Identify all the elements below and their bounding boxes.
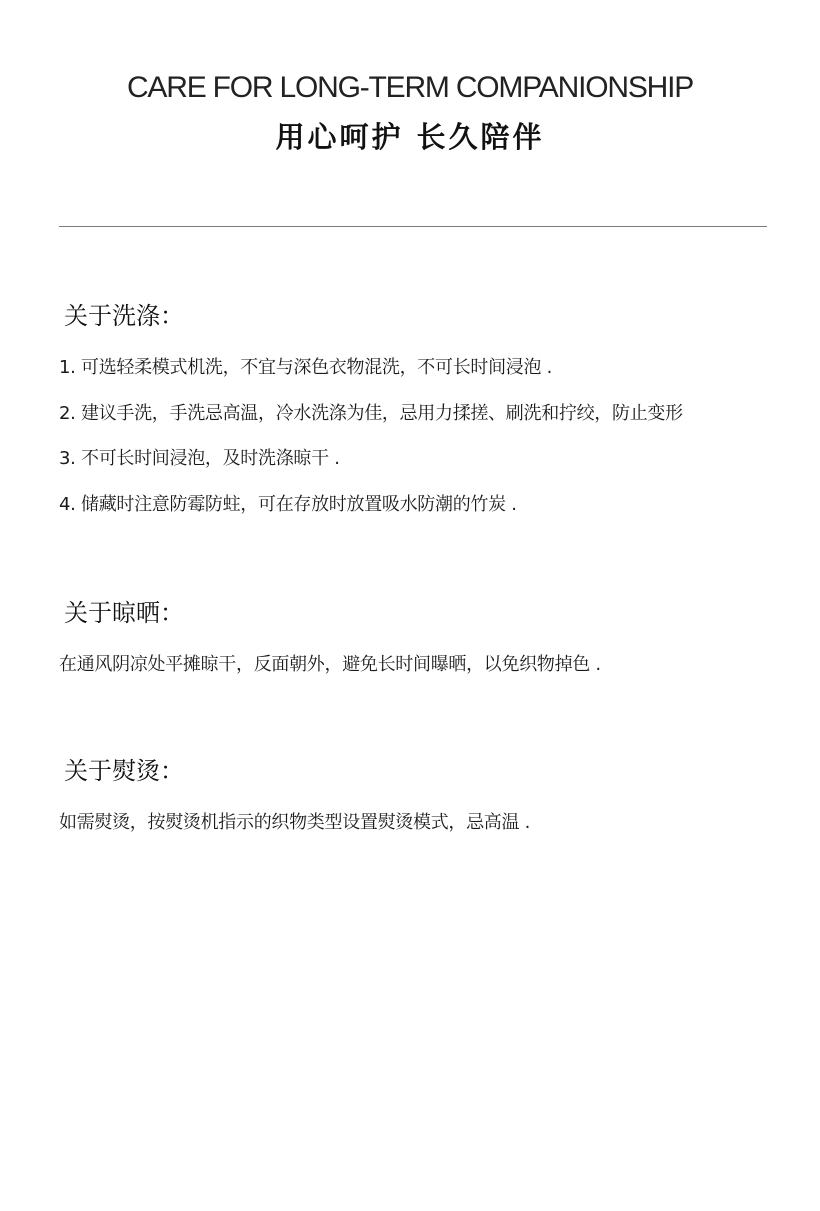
ironing-heading: 关于熨烫： — [64, 757, 184, 785]
ironing-instruction: 如需熨烫，按熨烫机指示的织物类型设置熨烫模式，忌高温 . — [59, 812, 531, 833]
page-header — [0, 68, 820, 156]
washing-instruction-4: 4. 储藏时注意防霉防蛀，可在存放时放置吸水防潮的竹炭 . — [59, 493, 517, 515]
washing-instructions — [59, 356, 779, 517]
washing-instruction-3: 3. 不可长时间浸泡，及时洗涤晾干 . — [59, 448, 340, 469]
washing-heading: 关于洗涤： — [64, 302, 184, 330]
title-english: CARE FOR LONG-TERM COMPANIONSHIP — [126, 71, 694, 104]
drying-heading: 关于晾晒： — [64, 599, 184, 627]
washing-instruction-1: 1. 可选轻柔模式机洗，不宜与深色衣物混洗，不可长时间浸泡 . — [59, 357, 553, 378]
drying-instructions — [59, 653, 779, 677]
ironing-instructions — [59, 811, 779, 835]
washing-instruction-2: 2. 建议手洗，手洗忌高温，冷水洗涤为佳，忌用力揉搓、刷洗和拧绞，防止变形 — [59, 402, 683, 424]
drying-section — [59, 597, 779, 677]
ironing-section — [59, 755, 779, 835]
header-divider — [59, 226, 767, 227]
drying-instruction: 在通风阴凉处平摊晾干，反面朝外，避免长时间曝晒，以免织物掉色 . — [59, 654, 601, 675]
washing-section — [59, 300, 779, 538]
title-chinese: 用心呵护 长久陪伴 — [275, 120, 545, 154]
